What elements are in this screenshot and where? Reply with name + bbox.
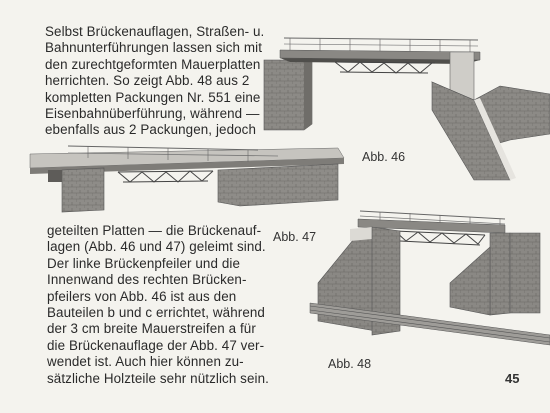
paragraph-top: Selbst Brückenauflagen, Straßen- u. Bahnunterführungen lassen sich mit den zurechtgeformten Mauerplatten herrichten. So zeigt Abb. 48 aus 2 kompletten Packungen Nr. 551 eine Eisenbahnüberführung, während — ebenfalls aus 2 Packungen, jedoch	[45, 24, 265, 138]
figure-48-caption: Abb. 48	[328, 357, 372, 371]
page-number: 45	[505, 371, 520, 386]
figure-47-caption: Abb. 47	[273, 230, 317, 244]
figure-48-image	[300, 203, 550, 353]
paragraph-bottom: geteilten Platten — die Brückenauf- lagen (Abb. 46 und 47) geleimt sind. Der linke Brückenpfeiler und die Innenwand des rechten Brücken- pfeilers von Abb. 46 ist aus den Bauteilen b und c errichtet, während der 3 cm breite Mauerstreifen a für die Brückenauflage der Abb. 47 ver- wendet ist. Auch hier können zu- sätzliche Holzteile sehr nützlich sein.	[47, 223, 269, 386]
figure-46-caption: Abb. 46	[362, 150, 406, 164]
